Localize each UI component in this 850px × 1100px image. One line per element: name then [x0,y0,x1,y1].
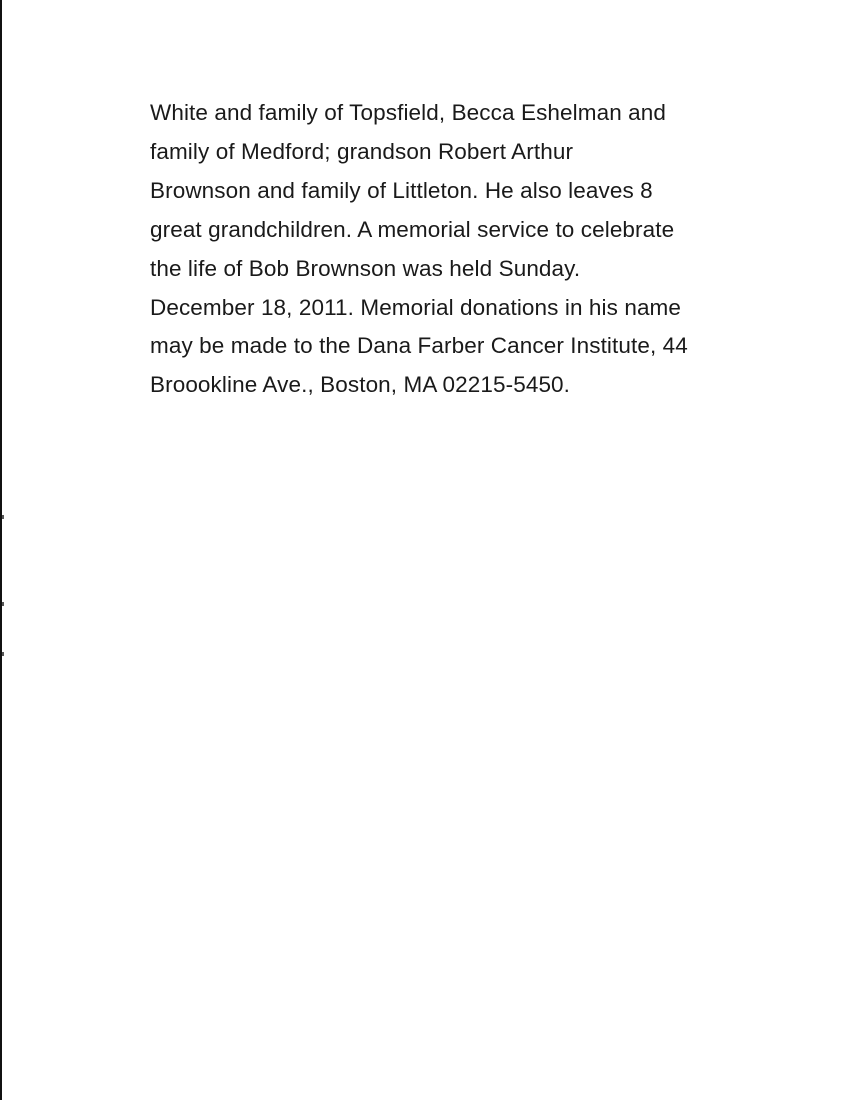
text-line: family of Medford; grandson Robert Arthur [150,138,574,164]
obituary-paragraph [150,94,790,405]
scan-edge-mark [2,602,4,606]
text-line: may be made to the Dana Farber Cancer Institute, 44 [150,333,688,359]
scan-edge-mark [2,515,4,519]
text-line: Broookline Ave., Boston, MA 02215-5450. [150,372,571,398]
text-line: the life of Bob Brownson was held Sunday. [150,255,581,281]
scan-edge-mark [2,652,4,656]
text-line: White and family of Topsfield, Becca Eshelman and [150,100,667,125]
scan-left-edge [0,0,2,1100]
text-line: December 18, 2011. Memorial donations in his name [150,294,682,320]
text-line: Brownson and family of Littleton. He also leaves 8 [150,177,653,203]
text-line: great grandchildren. A memorial service to celebrate [150,216,675,242]
